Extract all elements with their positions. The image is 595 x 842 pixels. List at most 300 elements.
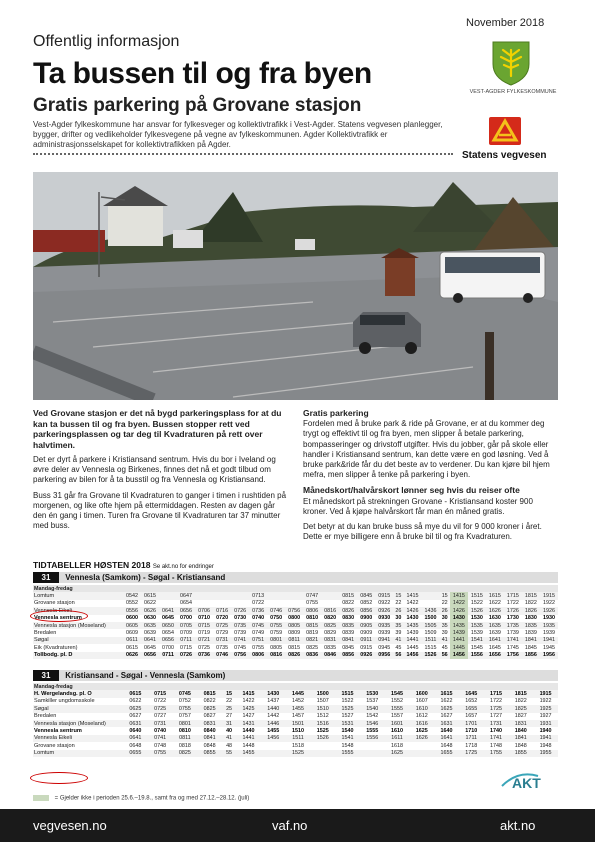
timetable-time-cell [159,600,177,607]
timetable-row [33,637,558,644]
timetable-row [33,705,558,712]
timetable-time-cell: 0755 [148,750,173,757]
timetable-time-cell: 1555 [366,728,379,735]
timetable-time-cell: 1440 [242,728,255,735]
timetable-time-cell: 1445 [286,690,311,697]
timetable-time-cell [409,750,434,757]
timetable-time-cell: 1822 [524,600,537,607]
timetable-time-cell: 0721 [195,637,213,644]
timetable-time-cell: 0722 [252,600,265,607]
timetable-time-cell: 1831 [508,720,533,727]
timetable-time-cell: 1755 [484,750,509,757]
kicker: Offentlig informasjon [33,33,180,50]
timetable-stop-name: Søgal [33,637,123,644]
timetable-time-cell: 0840 [203,728,216,735]
timetable-time-cell [231,592,249,599]
timetable-time-cell: 1741 [504,637,522,644]
timetable-time-cell: 0845 [342,644,355,651]
timetable-time-cell: 1540 [341,728,354,735]
timetable-time-cell: 41 [222,735,236,742]
timetable-time-cell: 1715 [484,690,509,697]
timetable-time-cell: 1431 [236,720,261,727]
timetable-time-cell: 1941 [533,735,558,742]
timetable-time-cell: 0815 [339,592,357,599]
timetable-time-cell: 0715 [148,690,173,697]
timetable-time-cell: 0650 [159,622,177,629]
timetable-time-cell: 35 [393,622,403,629]
timetable-time-cell [213,592,231,599]
timetable-time-cell: 1618 [391,742,404,749]
timetable-time-cell: 0819 [306,630,319,637]
timetable-time-cell: 45 [441,644,448,651]
timetable-time-cell: 1526 [310,735,335,742]
timetable-time-cell: 1439 [406,630,419,637]
timetable-time-cell: 1718 [465,742,478,749]
timetable-time-cell: 26 [440,607,450,614]
timetable-time-cell: 1835 [522,622,540,629]
timetable-day-row [33,683,558,690]
timetable-stop-name: Lomtum [33,750,123,757]
timetable-time-cell: 1555 [385,705,410,712]
timetable-time-cell: 1525 [316,728,329,735]
timetable-time-cell: 1652 [465,698,478,705]
timetable-row [33,690,558,697]
timetable-time-cell: 41 [440,637,450,644]
timetable-time-cell: 22 [226,698,233,705]
vest-agder-crest-icon [491,40,531,86]
timetable-time-cell: 1501 [286,720,311,727]
article-lead: Ved Grovane stasjon er det nå bygd parkeringsplass for at du kan ta bussen til og fra byen. Bussen stopper rett ved parkeringsplassen og tar deg til Kvadraturen på rett over halvtimen. [33,408,282,450]
timetable-time-cell: 0615 [126,644,138,651]
timetable-time-cell: 0801 [267,637,285,644]
timetable-time-cell: 1430 [406,615,419,622]
timetable-time-cell: 1441 [404,637,422,644]
timetable-time-cell: 1616 [409,720,434,727]
timetable-time-cell: 0740 [154,728,167,735]
timetable-time-cell: 1827 [514,713,527,720]
timetable-time-cell: 1915 [540,592,558,599]
timetable-time-cell: 0542 [123,592,141,599]
timetable-time-cell: 1446 [261,720,286,727]
timetable-time-cell: 1641 [486,637,504,644]
timetable-time-cell: 0831 [321,637,339,644]
timetable-time-cell: 1855 [508,750,533,757]
timetable-time-cell: 0856 [357,607,375,614]
timetable-time-cell: 0739 [234,630,247,637]
timetable-row [33,592,558,599]
timetable-stop-name: Grovane stasjon [34,600,75,607]
timetable-stop-name: Bredalen [34,713,57,720]
timetable-time-cell: 0730 [234,615,247,622]
timetable-time-cell: 0748 [154,742,167,749]
article-right-column [303,408,558,547]
timetable-time-cell: 0750 [270,615,283,622]
timetable-time-cell: 1825 [508,705,533,712]
timetable-time-cell: 0648 [129,742,142,749]
timetable-time-cell: 1845 [524,644,537,651]
timetable-time-cell: 1826 [522,607,540,614]
timetable-time-cell [231,600,249,607]
timetable-time-cell: 1639 [488,630,501,637]
timetable-time-cell [261,742,286,749]
timetable-time-cell: 1525 [335,705,360,712]
timetable-time-cell: 22 [395,600,402,607]
footer-link-vaf[interactable]: vaf.no [272,818,308,833]
timetable-time-cell [409,742,434,749]
timetable-time-cell: 1505 [422,622,440,629]
timetable-time-cell: 0926 [357,652,375,659]
timetable-row [33,727,558,734]
timetable-time-cell: 1856 [522,652,540,659]
footer-link-vegvesen[interactable]: vegvesen.no [33,818,107,833]
timetable-stop-name: Grovane stasjon [34,742,75,749]
timetable-day-label: Mandag-fredag [33,585,558,592]
timetable-time-cell: 1940 [539,728,552,735]
timetable-time-cell: 0625 [123,705,148,712]
timetable-time-cell: 39 [395,630,402,637]
page-title: Ta bussen til og fra byen [33,57,372,90]
timetable-time-cell: 0756 [285,607,303,614]
legend-swatch [33,795,49,801]
timetable-time-cell: 0647 [177,592,195,599]
timetable-time-cell: 31 [222,720,236,727]
vegvesen-logo-icon [488,116,522,146]
timetable-stop-name: Søgal [33,705,123,712]
timetable-time-cell: 1931 [533,720,558,727]
timetable-time-cell: 0656 [141,652,159,659]
timetable-time-cell: 1615 [434,690,459,697]
timetable-time-cell: 1425 [236,705,261,712]
timetable-time-cell: 1922 [542,600,555,607]
timetable-time-cell: 1457 [292,713,305,720]
timetable-time-cell: 0839 [342,630,355,637]
timetable-time-cell: 0751 [249,637,267,644]
timetable-time-cell: 0825 [321,622,339,629]
timetable-time-cell: 0725 [198,644,211,651]
timetable-time-cell: 0915 [360,644,373,651]
timetable-time-cell: 0815 [288,644,301,651]
timetable-time-cell: 1725 [459,750,484,757]
timetable-stop-name: Eik (Kvadraturen) [34,644,78,651]
timetable-time-cell: 1430 [261,690,286,697]
timetable-time-cell: 0825 [197,705,222,712]
article-left-column [33,408,288,536]
timetable-row [33,750,558,757]
timetable-time-cell: 1625 [385,750,410,757]
timetable-time-cell: 0818 [178,742,191,749]
timetable-row [33,735,558,742]
timetable-time-cell: 1512 [316,713,329,720]
timetable-time-cell: 1915 [533,690,558,697]
timetable-time-cell: 0722 [154,698,167,705]
timetable-time-cell: 0855 [197,750,222,757]
timetable-time-cell: 0735 [216,644,229,651]
timetable-time-cell: 1545 [385,690,410,697]
timetable-time-cell: 1635 [486,622,504,629]
timetable-time-cell [213,600,231,607]
timetable-time-cell: 1437 [267,698,280,705]
timetable-time-cell: 1948 [539,742,552,749]
timetable-time-cell: 1641 [434,735,459,742]
timetable-time-cell: 1415 [450,592,468,599]
timetable-time-cell: 1535 [468,622,486,629]
timetable-time-cell: 1740 [490,728,503,735]
timetable-time-cell: 1607 [415,698,428,705]
timetable-time-cell: 56 [440,652,450,659]
timetable-time-cell: 0705 [177,622,195,629]
timetable-time-cell: 0800 [288,615,301,622]
timetable-time-cell: 0740 [252,615,265,622]
timetable-time-cell: 0611 [123,637,141,644]
timetable-time-cell: 1735 [504,622,522,629]
timetable-time-cell: 0811 [285,637,303,644]
timetable-time-cell: 1435 [404,622,422,629]
timetable-time-cell: 1527 [341,713,354,720]
timetable-time-cell: 0835 [339,622,357,629]
timetable-time-cell: 0831 [197,720,222,727]
timetable-time-cell: 0725 [213,622,231,629]
timetable-time-cell: 1748 [490,742,503,749]
timetable-time-cell: 1930 [542,615,555,622]
timetable-time-cell: 1657 [465,713,478,720]
timetable-time-cell: 1640 [440,728,453,735]
timetable-row [33,713,558,720]
timetable-time-cell [321,592,339,599]
timetable-time-cell: 0836 [303,652,321,659]
timetable-time-cell: 1839 [524,630,537,637]
page-subtitle: Gratis parkering på Grovane stasjon [33,95,362,116]
timetable-time-cell: 0745 [173,690,198,697]
timetable-time-cell: 0716 [213,607,231,614]
timetable-time-cell: 1422 [242,698,255,705]
timetable-time-cell: 0806 [303,607,321,614]
timetable-time-cell: 0827 [203,713,216,720]
timetable-time-cell: 15 [222,690,236,697]
timetable-time-cell: 0759 [270,630,283,637]
timetable-row [33,600,558,607]
article-paragraph-3: Fordelen med å bruke park & ride på Grovane, er at du kommer deg trygt og effektivt til og fra byen, men slipper å betale parkering, bompasseringer og drivstoff utgifter. Hvis du jobber, går på skole eller handler i Kristiansand sentrum, kan dette være en god løsning. Ved å bruke park&ride får du det beste av to verdener. Du kan kjøre bil hjem mefra, men slipper å tenke på parkering i byen. [303,419,550,480]
timetable-time-cell: 0741 [231,637,249,644]
timetable-time-cell: 0645 [144,644,157,651]
timetable-time-cell: 1648 [440,742,453,749]
footer [0,809,595,842]
timetable-row [33,629,558,636]
timetable-stop-name: Samkiller ungdomsskole [34,698,95,705]
timetable-stop-name: Bredalen [34,630,57,637]
timetable-time-cell: 1726 [504,607,522,614]
timetable-time-cell: 0941 [375,637,393,644]
timetable-time-cell: 0711 [159,652,177,659]
timetable-time-cell [159,592,177,599]
timetable-time-cell: 0720 [216,615,229,622]
timetable-stop-name: Vennesla stasjon (Moseland) [33,720,123,727]
timetable-time-cell: 1610 [391,728,404,735]
timetable-time-cell: 0622 [144,600,157,607]
timetable-time-cell: 1710 [465,728,478,735]
timetable-time-cell: 1556 [468,652,486,659]
timetable-row [33,652,558,659]
timetable-time-cell [422,592,440,599]
timetable-time-cell: 1727 [490,713,503,720]
timetable-time-cell: 0706 [195,607,213,614]
timetable-time-cell: 1548 [341,742,354,749]
timetable-time-cell: 1522 [470,600,483,607]
timetable-time-cell: 30 [441,615,448,622]
timetable-time-cell: 0848 [203,742,216,749]
article-paragraph-1: Det er dyrt å parkere i Kristiansand sentrum. Hvis du bor i Iveland og øvre deler av Vennesla og Birkenes, finnes det nå et godt tilbud om parkering av bilen for å ta busstil og fra Vennesla og Kristiansand. [33,455,276,485]
timetable-time-cell: 1515 [468,592,486,599]
timetable-time-cell: 1631 [434,720,459,727]
timetable-day-label: Mandag-fredag [33,683,558,690]
timetable-time-cell: 1822 [514,698,527,705]
timetable-legend [33,795,249,802]
timetable-time-cell: 1552 [391,698,404,705]
timetable-time-cell: 1445 [450,644,468,651]
timetable-time-cell: 1540 [360,705,385,712]
timetable-time-cell: 22 [441,600,448,607]
timetable-time-cell: 1448 [242,742,255,749]
timetable-time-cell: 30 [395,615,402,622]
timetable-time-cell: 1626 [409,735,434,742]
timetable-time-cell: 0926 [375,607,393,614]
route-2-number: 31 [33,670,59,681]
timetable-time-cell: 0605 [123,622,141,629]
timetable-time-cell: 0626 [141,607,159,614]
timetable-time-cell: 1500 [310,690,335,697]
timetable-time-cell [261,750,286,757]
timetable-time-cell: 1456 [404,652,422,659]
timetable-time-cell: 0600 [126,615,138,622]
vegvesen-logo-text: Statens vegvesen [462,150,547,161]
timetable-time-cell: 1545 [470,644,483,651]
route-2-header [33,670,558,681]
timetable-time-cell: 0709 [180,630,193,637]
timetable-time-cell: 0909 [360,630,373,637]
timetable-time-cell: 1655 [434,750,459,757]
timetable-time-cell: 0810 [306,615,319,622]
timetable-time-cell: 0810 [178,728,191,735]
timetable-time-cell: 0752 [178,698,191,705]
timetable-time-cell: 1626 [486,607,504,614]
timetable-stop-name: Vennesla Eikeli [33,607,123,614]
timetable-time-cell: 1526 [422,652,440,659]
timetable-time-cell: 1625 [415,728,428,735]
timetable-heading-text: TIDTABELLER HØSTEN 2018 [33,560,151,570]
article-paragraph-2: Buss 31 går fra Grovane til Kvadraturen to ganger i timen i rushtiden på morgenen, og like ofte hjem på ettermiddagen. Resten av dagen går den én gang i timen. Turen fra Grovane til Kvadraturen tar 37 minutter med buss. [33,490,287,531]
timetable-row [33,607,558,614]
timetable-time-cell: 1939 [542,630,555,637]
timetable-time-cell: 1601 [385,720,410,727]
timetable-time-cell: 1430 [450,615,468,622]
timetable-time-cell: 0820 [324,615,337,622]
timetable-time-cell: 55 [222,750,236,757]
timetable-time-cell: 1556 [360,735,385,742]
timetable-time-cell: 0755 [267,622,285,629]
footer-link-akt[interactable]: akt.no [500,818,536,833]
timetable-time-cell: 0746 [267,607,285,614]
akt-logo-icon [498,768,558,792]
timetable-time-cell: 0615 [123,690,148,697]
timetable-time-cell: 0745 [249,622,267,629]
timetable-time-cell: 0830 [342,615,355,622]
article-paragraph-4: Et månedskort på strekningen Grovane - Kristiansand koster 900 kroner. Ved å kjøpe halvårskort får man én måned gratis. [303,496,533,516]
timetable-row [33,698,558,705]
timetable-time-cell: 1427 [242,713,255,720]
article-paragraph-5: Det betyr at du kan bruke buss så mye du vil for 9 000 kroner i året. Dette er mye billigere enn å bruke bil til og fra Kvadraturen. [303,522,542,542]
timetable-time-cell: 0731 [213,637,231,644]
timetable-time-cell: 0915 [375,592,393,599]
timetable-time-cell: 1557 [391,713,404,720]
timetable-time-cell: 1841 [522,637,540,644]
timetable-time-cell: 0945 [378,644,391,651]
timetable-time-cell: 0735 [231,622,249,629]
timetable-time-cell: 1516 [310,720,335,727]
timetable-time-cell: 25 [222,705,236,712]
timetable-time-cell: 1455 [267,728,280,735]
timetable-time-cell: 1526 [468,607,486,614]
timetable-time-cell: 0710 [198,615,211,622]
timetable-time-cell: 1509 [424,630,437,637]
timetable-time-cell: 1645 [459,690,484,697]
timetable-time-cell: 1615 [486,592,504,599]
timetable-time-cell: 0727 [154,713,167,720]
timetable-time-cell: 1522 [341,698,354,705]
timetable-time-cell: 0641 [123,735,148,742]
route-1-number: 31 [33,572,59,583]
timetable-time-cell: 1515 [424,644,437,651]
timetable-time-cell: 0725 [148,705,173,712]
timetable-time-cell: 1426 [404,607,422,614]
heading-free-parking: Gratis parkering [303,408,369,418]
timetable-time-cell: 1745 [506,644,519,651]
timetable-time-cell: 0627 [129,713,142,720]
timetable-time-cell: 0846 [321,652,339,659]
timetable-time-cell: 0729 [216,630,229,637]
timetable-row [33,742,558,749]
timetable-time-cell: 0755 [173,705,198,712]
timetable-time-cell: 0656 [177,607,195,614]
timetable-time-cell: 0911 [357,637,375,644]
timetable-time-cell: 35 [440,622,450,629]
timetable-time-cell: 0811 [173,735,198,742]
timetable-time-cell: 0756 [231,652,249,659]
timetable-time-cell: 0755 [252,644,265,651]
timetable-time-cell: 0700 [180,615,193,622]
timetable-time-cell: 1511 [286,735,311,742]
timetable-time-cell: 0835 [324,644,337,651]
timetable-time-cell: 0822 [342,600,355,607]
timetable-time-cell: 1926 [540,607,558,614]
timetable-time-cell [422,600,440,607]
timetable-time-cell: 39 [441,630,448,637]
timetable-time-cell: 1741 [484,735,509,742]
timetable-time-cell: 0801 [173,720,198,727]
timetable-time-cell: 0736 [249,607,267,614]
timetable-time-cell: 0654 [162,630,175,637]
timetable-time-cell: 1600 [409,690,434,697]
timetable-time-cell: 0826 [339,607,357,614]
timetable-time-cell: 0715 [195,622,213,629]
timetable-time-cell: 0726 [231,607,249,614]
timetable-time-cell: 0826 [285,652,303,659]
timetable-time-cell: 1840 [514,728,527,735]
timetable-time-cell: 1627 [440,713,453,720]
timetable-time-cell: 1815 [508,690,533,697]
timetable-time-cell: 0745 [234,644,247,651]
timetable-time-cell: 0747 [303,592,321,599]
timetable-time-cell: 1456 [450,652,468,659]
timetable-time-cell: 0726 [177,652,195,659]
